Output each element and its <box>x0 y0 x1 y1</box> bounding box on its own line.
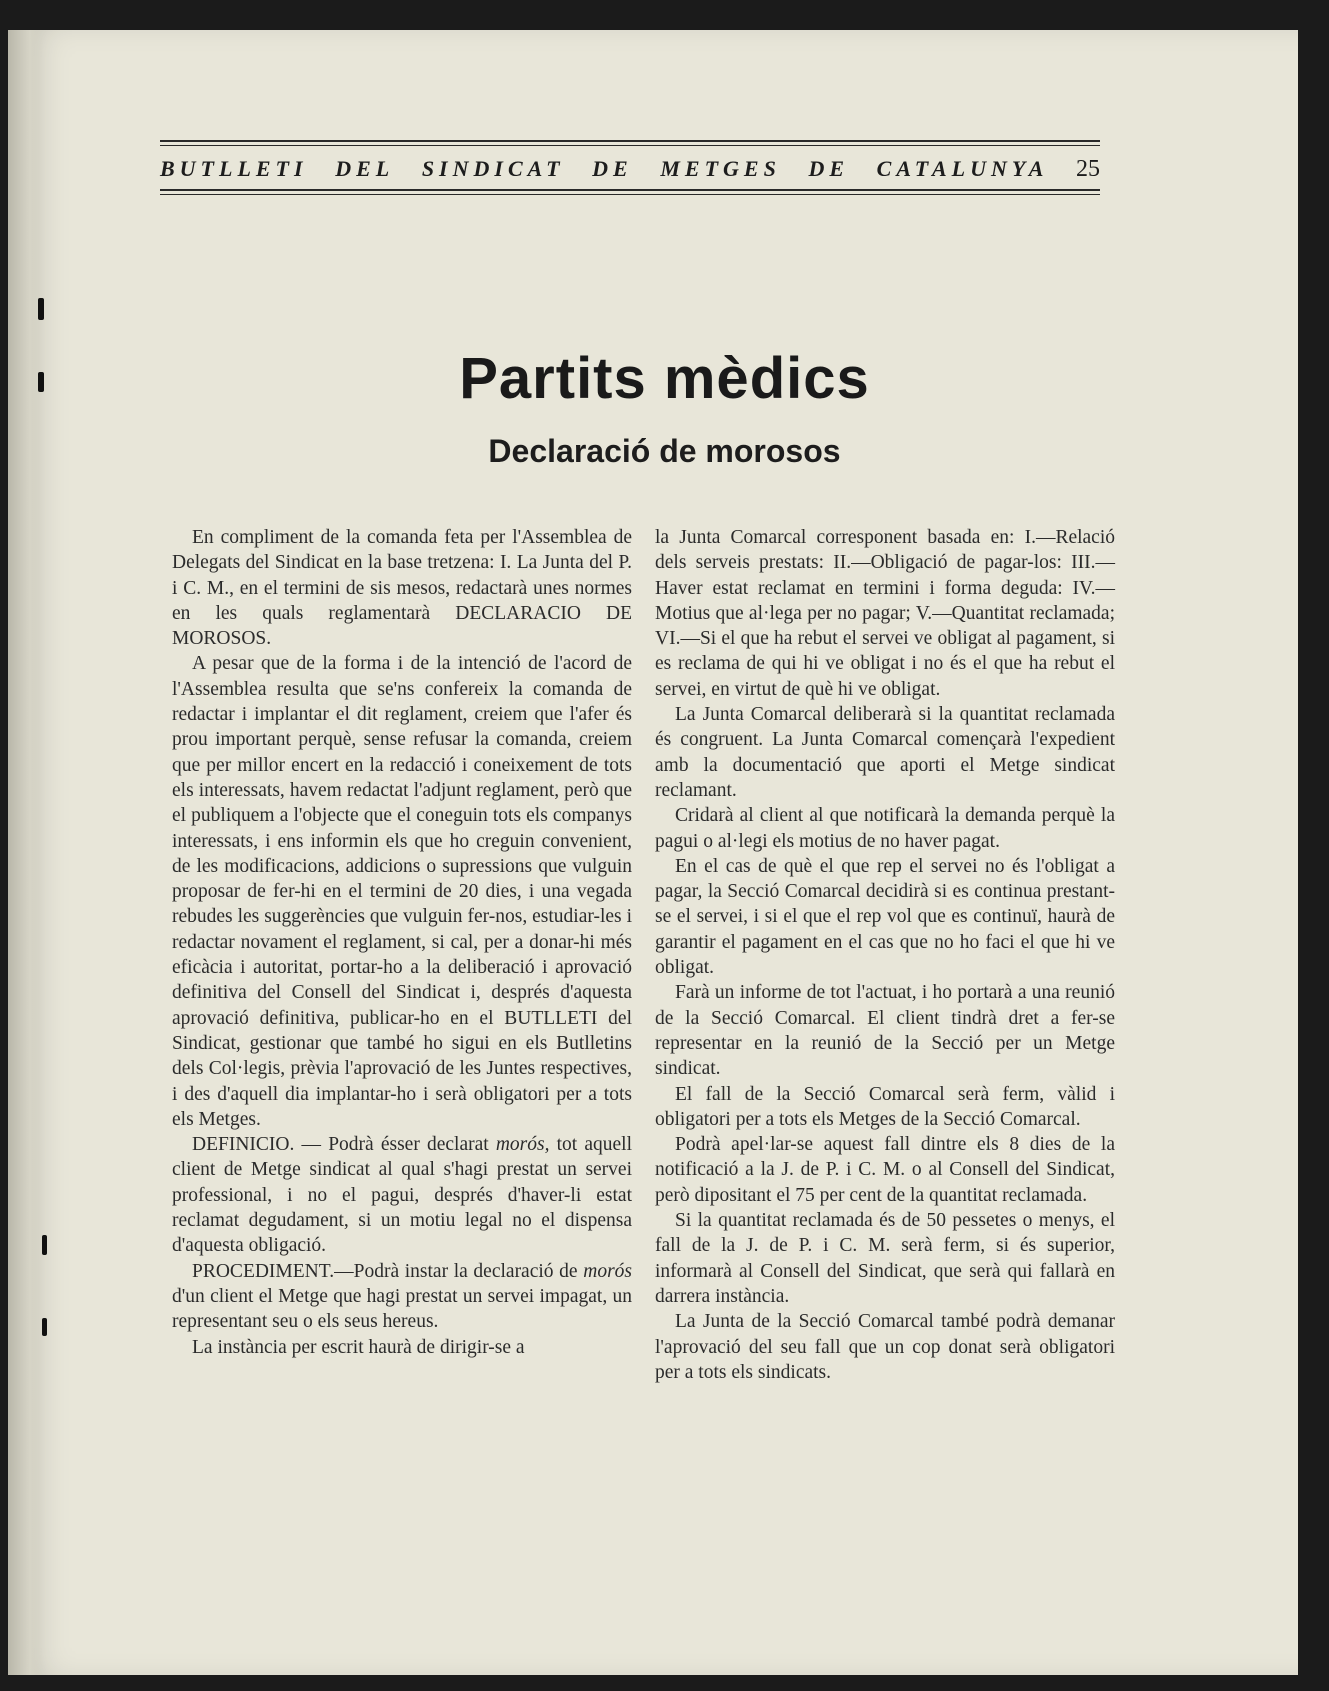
section-label: PROCEDIMENT.— <box>192 1260 354 1282</box>
paragraph-definicio <box>172 1132 632 1258</box>
paragraph: El fall de la Secció Comarcal serà ferm, vàlid i obligatori per a tots els Metges de la Secció Comarcal. <box>655 1083 1115 1130</box>
header-rule-bottom <box>160 189 1100 195</box>
emphasis-term: morós, <box>495 1134 550 1156</box>
left-column <box>172 525 632 1360</box>
page-number: 25 <box>1076 156 1100 182</box>
paragraph: La Junta Comarcal deliberarà si la quantitat reclamada és congruent. La Junta Comarcal començarà l'expedient amb la documentació que aporti el Metge sindicat reclamant. <box>655 704 1115 801</box>
paragraph: La instància per escrit haurà de dirigir-se a <box>192 1336 525 1358</box>
journal-word: SINDICAT <box>421 156 565 181</box>
running-header <box>160 140 1100 195</box>
article-title: Partits mèdics <box>459 346 870 411</box>
journal-word: DE <box>808 156 850 181</box>
right-column <box>655 525 1115 1385</box>
journal-word: DEL <box>335 156 395 181</box>
paragraph: Farà un informe de tot l'actuat, i ho portarà a una reunió de la Secció Comarcal. El client tindrà dret a fer-se representar en la reunió de la Secció per un Metge sindicat. <box>655 982 1115 1080</box>
journal-word: DE <box>592 156 633 181</box>
paragraph-procediment <box>172 1259 632 1335</box>
binding-mark <box>42 1318 47 1336</box>
emphasis-term: morós <box>583 1260 633 1282</box>
paragraph-text: d'un client el Metge que hagi prestat un servei impagat, un representant seu o els seus hereus. <box>172 1285 632 1333</box>
paragraph: Si la quantitat reclamada és de 50 pessetes o menys, el fall de la J. de P. i C. M. serà ferm, si és superior, informarà al Consell del Sindicat, que serà qui fallarà en darrera instància. <box>655 1210 1115 1307</box>
journal-word: BUTLLETI <box>160 156 308 181</box>
paragraph: En el cas de què el que rep el servei no és l'obligat a pagar, la Secció Comarcal decidirà si es continua prestant-se el servei, i si el que el rep vol que es continuï, haurà de garantir el pagament en el cas que no ho faci el que hi ve obligat. <box>655 855 1115 979</box>
section-label: DEFINICIO. — <box>192 1134 322 1156</box>
paragraph-text: tot aquell client de Metge sindicat al qual s'hagi prestat un servei professional, i no el pagui, després d'haver-li estat reclamat degudament, si un motiu legal no el dispensa d'aquesta obligació. <box>172 1134 633 1257</box>
header-title-row <box>160 146 1100 189</box>
article-subtitle: Declaració de morosos <box>488 433 841 469</box>
paragraph: Cridarà al client al que notificarà la demanda perquè la pagui o al·legi els motius de no haver pagat. <box>655 805 1115 852</box>
journal-word: CATALUNYA <box>876 156 1049 181</box>
binding-mark <box>42 1235 47 1255</box>
paragraph-text: Podrà instar la declaració de <box>353 1260 578 1282</box>
paragraph: la Junta Comarcal corresponent basada en: I.—Relació dels serveis prestats: II.—Obligació de pagar-los: III.—Haver estat reclamat en termini i forma deguda: IV.—Motius que al·lega per no pagar; V.—Quantitat reclamada; VI.—Si el que ha rebut el servei ve obligat al pagament, si es reclama de qui hi ve obligat i no és el que ha rebut el servei, en virtut de què hi ve obligat. <box>655 527 1115 700</box>
paragraph: La Junta de la Secció Comarcal també podrà demanar l'aprovació del seu fall que un cop donat serà obligatori per a tots els sindicats. <box>655 1311 1115 1383</box>
paragraph: Podrà apel·lar-se aquest fall dintre els 8 dies de la notificació a la J. de P. i C. M. o al Consell del Sindicat, però dipositant el 75 per cent de la quantitat reclamada. <box>655 1134 1115 1206</box>
book-spine <box>8 30 44 1675</box>
paragraph-text: Podrà ésser declarat <box>328 1134 489 1156</box>
paragraph: A pesar que de la forma i de la intenció de l'acord de l'Assemblea resulta que se'ns confereix la comanda de redactar i implantar el dit reglament, creiem que l'afer és prou important perquè, sense refusar la comanda, creiem que per millor encert en la redacció i coneixement de tots els interessats, havem redactat l'adjunt reglament, però que el publiquem a l'objecte que el coneguin tots els companys interessats, i ens informin els que ho creguin convenient, de les modificacions, addicions o supressions que vulguin proposar de fer-hi en el termini de 20 dies, i una vegada rebudes les suggerències que vulguin fer-nos, estudiar-les i redactar novament el reglament, si cal, per a donar-hi més eficàcia i autoritat, portar-ho a la deliberació i aprovació definitiva del Consell del Sindicat i, després d'aquesta aprovació definitiva, publicar-ho en el BUTLLETI del Sindicat, gestionar que també ho sigui en els Butlletins dels Col·legis, prèvia l'aprovació de les Juntes respectives, i des d'aquell dia implantar-ho i serà obligatori per a tots els Metges. <box>172 653 632 1130</box>
journal-word: METGES <box>660 156 781 181</box>
binding-mark <box>38 298 44 320</box>
paragraph: En compliment de la comanda feta per l'Assemblea de Delegats del Sindicat en la base tretzena: I. La Junta del P. i C. M., en el termini de sis mesos, redactarà unes normes en les quals reglamentarà DECLARACIO DE MOROSOS. <box>172 527 632 650</box>
